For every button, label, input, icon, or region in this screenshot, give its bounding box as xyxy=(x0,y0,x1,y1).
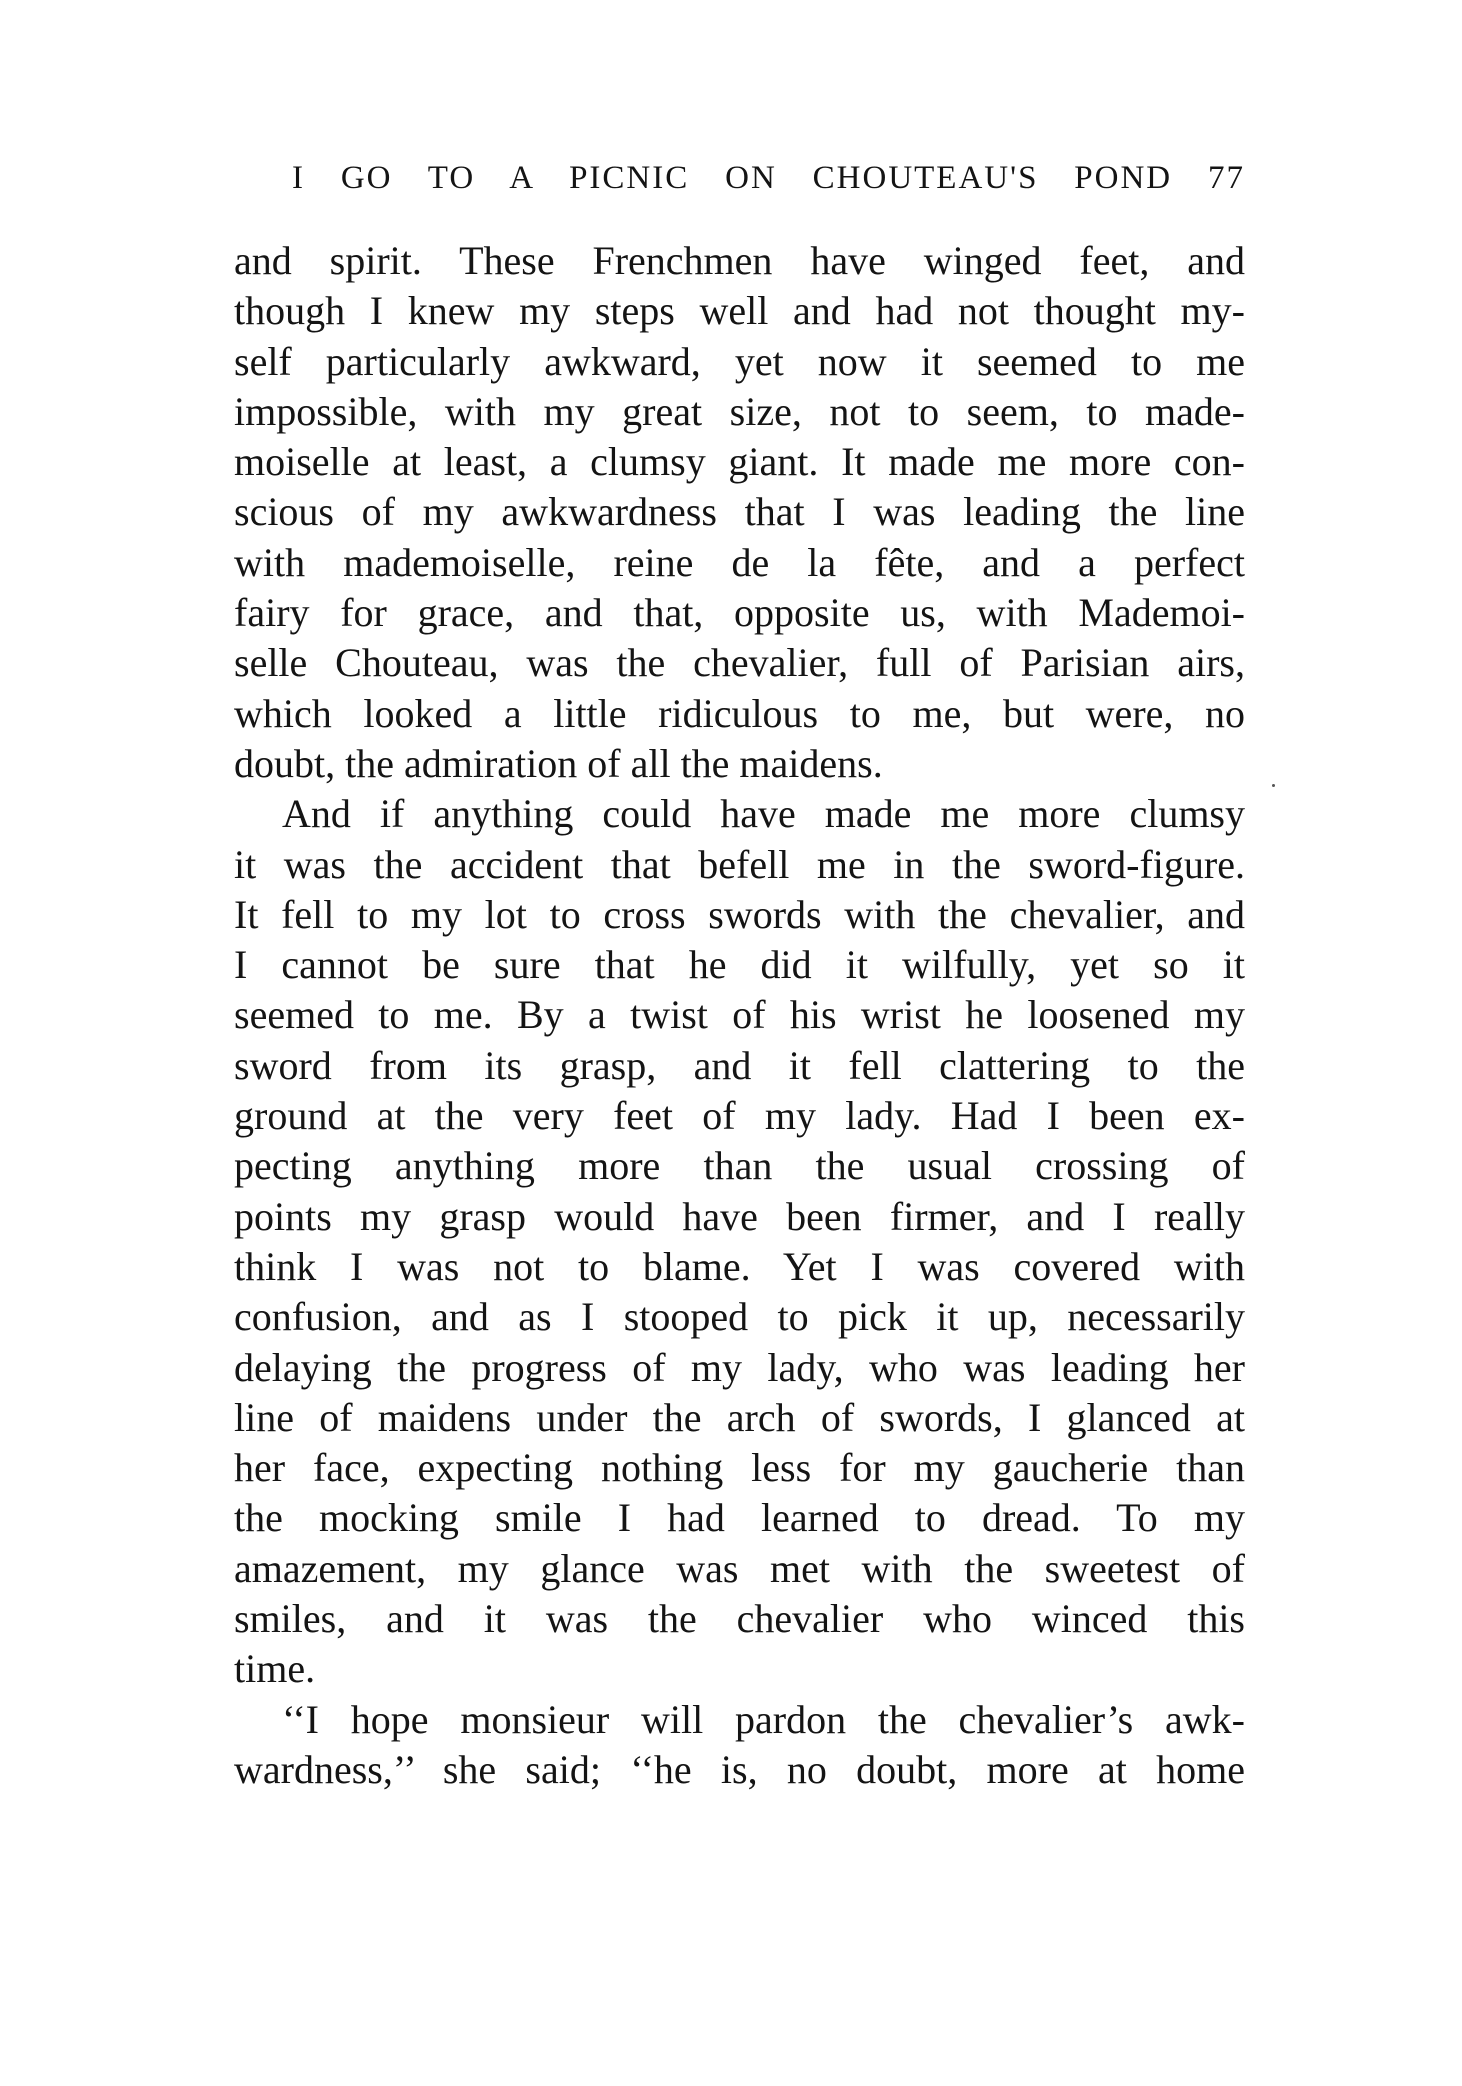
text-line: line of maidens under the arch of swords, I glanced at xyxy=(234,1394,1245,1440)
text-line: smiles, and it was the chevalier who winced this xyxy=(234,1596,1245,1642)
text-line: confusion, and as I stooped to pick it up, necessarily xyxy=(234,1294,1245,1340)
text-line: points my grasp would have been firmer, and I really xyxy=(234,1193,1245,1239)
text-line: wardness,’’ she said; ‘‘he is, no doubt, more at home xyxy=(234,1746,1245,1792)
scan-speck xyxy=(1272,784,1275,787)
running-head: I GO TO A PICNIC ON CHOUTEAU'S POND 77 xyxy=(292,160,1245,196)
text-line: seemed to me. By a twist of his wrist he loosened my xyxy=(234,992,1245,1038)
text-line: ‘‘I hope monsieur will pardon the chevalier’s awk- xyxy=(282,1696,1245,1742)
text-line: delaying the progress of my lady, who was leading her xyxy=(234,1344,1245,1390)
text-line: sword from its grasp, and it fell clattering to the xyxy=(234,1042,1245,1088)
text-line: moiselle at least, a clumsy giant. It made me more con- xyxy=(234,439,1245,485)
text-line: selle Chouteau, was the chevalier, full of Parisian airs, xyxy=(234,640,1245,686)
text-line: I cannot be sure that he did it wilfully, yet so it xyxy=(234,942,1245,988)
text-line: the mocking smile I had learned to dread. To my xyxy=(234,1495,1245,1541)
text-line: impossible, with my great size, not to seem, to made- xyxy=(234,388,1245,434)
text-line: which looked a little ridiculous to me, but were, no xyxy=(234,690,1245,736)
text-line: with mademoiselle, reine de la fête, and a perfect xyxy=(234,539,1245,585)
text-line: scious of my awkwardness that I was leading the line xyxy=(234,489,1245,535)
text-line: it was the accident that befell me in the sword-figure. xyxy=(234,841,1245,887)
text-line: her face, expecting nothing less for my gaucherie than xyxy=(234,1445,1245,1491)
body-text xyxy=(234,236,1245,1795)
text-line: though I knew my steps well and had not thought my- xyxy=(234,288,1245,334)
text-line: And if anything could have made me more clumsy xyxy=(282,791,1245,837)
text-line: think I was not to blame. Yet I was covered with xyxy=(234,1243,1245,1289)
text-line: time. xyxy=(234,1646,316,1692)
text-line: pecting anything more than the usual crossing of xyxy=(234,1143,1245,1189)
text-line: fairy for grace, and that, opposite us, with Mademoi- xyxy=(234,590,1245,636)
text-line: doubt, the admiration of all the maidens. xyxy=(234,740,883,786)
text-line: and spirit. These Frenchmen have winged feet, and xyxy=(234,238,1245,283)
text-line: It fell to my lot to cross swords with the chevalier, and xyxy=(234,891,1245,937)
text-line: amazement, my glance was met with the sweetest of xyxy=(234,1545,1245,1591)
text-line: ground at the very feet of my lady. Had I been ex- xyxy=(234,1093,1245,1139)
text-line: self particularly awkward, yet now it seemed to me xyxy=(234,338,1245,384)
